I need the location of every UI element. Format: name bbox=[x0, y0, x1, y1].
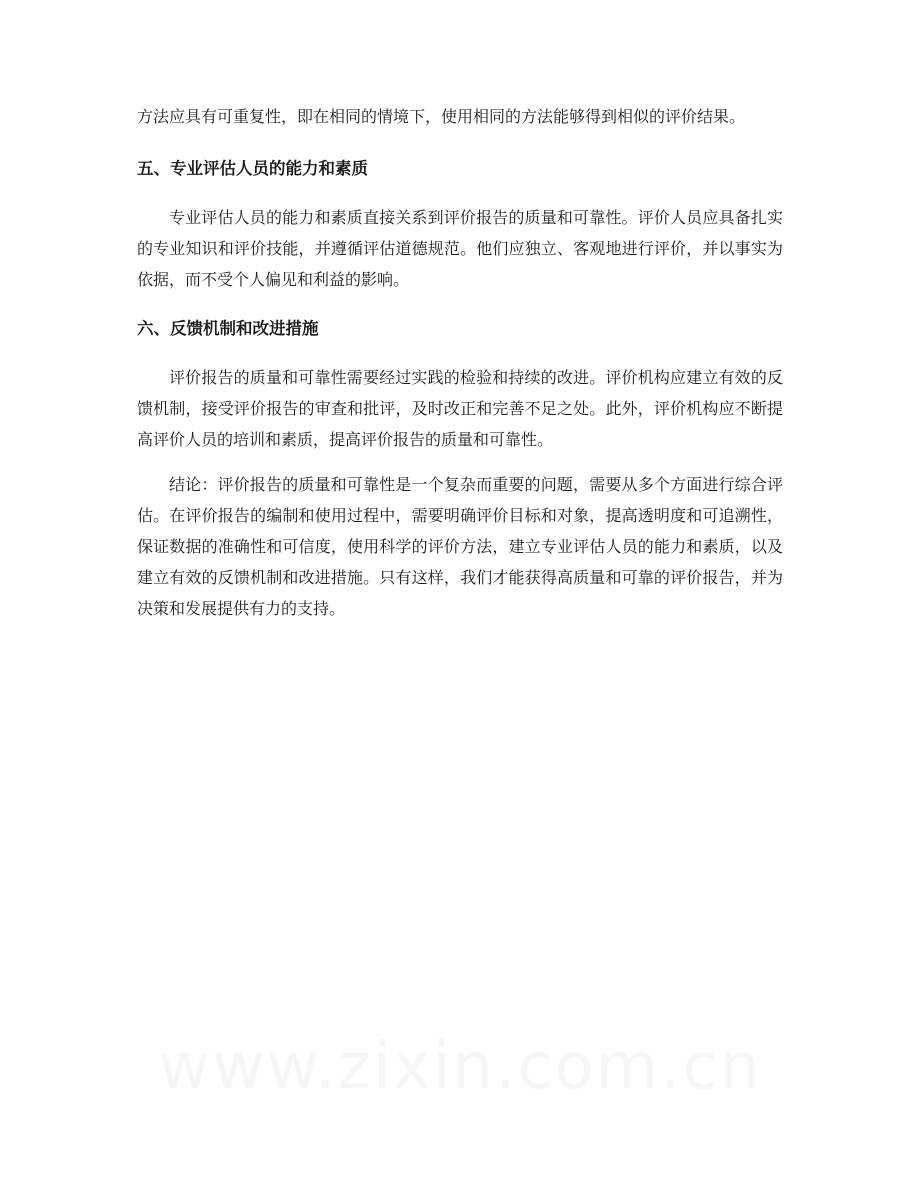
section-5-paragraph: 专业评估人员的能力和素质直接关系到评价报告的质量和可靠性。评价人员应具备扎实的专业知识和评价技能，并遵循评估道德规范。他们应独立、客观地进行评价，并以事实为依据，而不受个人偏见和利益的影响。 bbox=[137, 208, 783, 289]
continued-paragraph: 方法应具有可重复性，即在相同的情境下，使用相同的方法能够得到相似的评价结果。 bbox=[137, 107, 746, 126]
section-heading-5: 五、专业评估人员的能力和素质 bbox=[137, 159, 368, 178]
section-heading-6: 六、反馈机制和改进措施 bbox=[137, 319, 319, 338]
watermark-text bbox=[0, 1030, 920, 1104]
conclusion-paragraph: 结论：评价报告的质量和可靠性是一个复杂而重要的问题，需要从多个方面进行综合评估。在评价报告的编制和使用过程中，需要明确评价目标和对象，提高透明度和可追溯性，保证数据的准确性和可信度，使用科学的评价方法，建立专业评估人员的能力和素质，以及建立有效的反馈机制和改进措施。只有这样，我们才能获得高质量和可靠的评价报告，并为决策和发展提供有力的支持。 bbox=[137, 475, 783, 618]
document-content bbox=[137, 101, 783, 624]
section-6-paragraph: 评价报告的质量和可靠性需要经过实践的检验和持续的改进。评价机构应建立有效的反馈机制，接受评价报告的审查和批评，及时改正和完善不足之处。此外，评价机构应不断提高评价人员的培训和素质，提高评价报告的质量和可靠性。 bbox=[137, 368, 783, 449]
